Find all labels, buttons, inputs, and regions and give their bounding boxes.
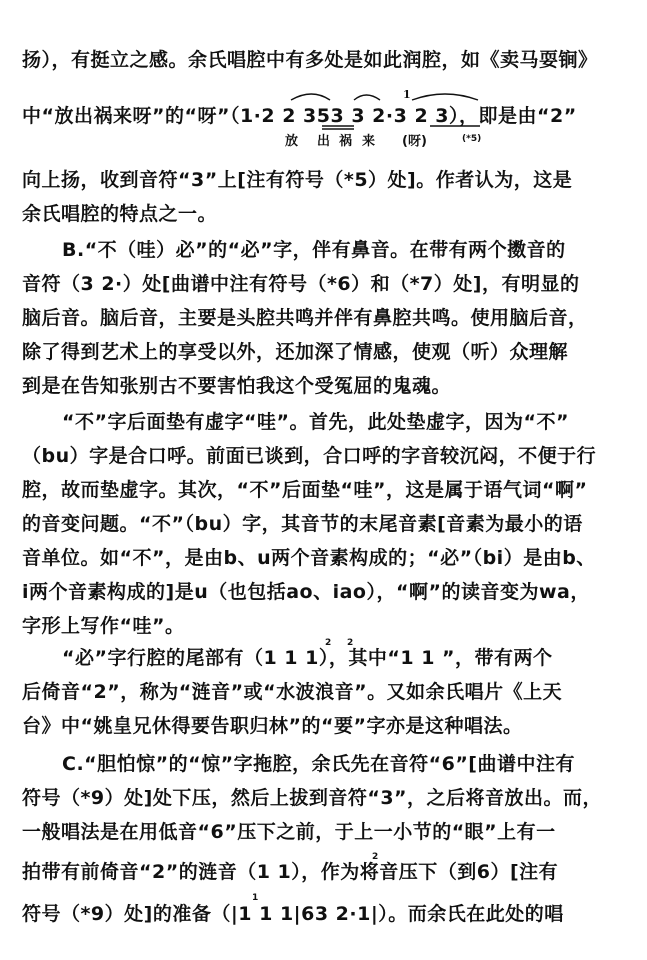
text-line: 音单位。如“不”，是由b、u两个音素构成的；“必”（bi）是由b、 bbox=[22, 547, 596, 569]
text-line: （bu）字是合口呼。前面已谈到，合口呼的字音较沉闷，不便于行 bbox=[22, 445, 597, 467]
lyric-syllable: 祸 bbox=[339, 134, 353, 149]
text-line: 的音变问题。“不”（bu）字，其音节的末尾音素[音素为最小的语 bbox=[22, 513, 583, 535]
grace-note: 2 bbox=[372, 852, 379, 862]
text-line: 后倚音“2”，称为“涟音”或“水波浪音”。又如余氏唱片《上天 bbox=[22, 681, 563, 703]
text-line: 中“放出祸来呀”的“呀”（1·2 2 353 3 2·3 2 3），即是由“2” bbox=[22, 105, 577, 127]
text-line: i两个音素构成的]是u（也包括ao、iao），“啊”的读音变为wa， bbox=[22, 581, 590, 603]
lyric-syllable: (呀) bbox=[402, 134, 427, 149]
svg-text:1: 1 bbox=[403, 88, 411, 101]
text-line: 拍带有前倚音“2”的涟音（1 1），作为将音压下（到6）[注有 bbox=[22, 861, 559, 883]
text-line: 到是在告知张别古不要害怕我这个受冤屈的鬼魂。 bbox=[22, 375, 452, 397]
text-line: 腔，故而垫虚字。其次，“不”后面垫“哇”，这是属于语气词“啊” bbox=[22, 479, 588, 501]
notation-underlines bbox=[280, 124, 500, 132]
lyric-syllable: 出 bbox=[317, 134, 331, 149]
text-line: 音符（3 2·）处[曲谱中注有符号（*6）和（*7）处]，有明显的 bbox=[22, 273, 580, 295]
text-line: 字形上写作“哇”。 bbox=[22, 615, 185, 637]
grace-note: 1 bbox=[252, 893, 259, 903]
text-line: 脑后音。脑后音，主要是头腔共鸣并伴有鼻腔共鸣。使用脑后音， bbox=[22, 307, 588, 329]
grace-note: 2 bbox=[325, 638, 332, 648]
text-line: 余氏唱腔的特点之一。 bbox=[22, 203, 218, 225]
text-line: B.“不（哇）必”的“必”字，伴有鼻音。在带有两个擞音的 bbox=[62, 239, 566, 261]
text-line: 符号（*9）处]处下压，然后上拔到音符“3”，之后将音放出。而， bbox=[22, 787, 603, 809]
lyric-syllable: 放 bbox=[285, 134, 299, 149]
text-line: “必”字行腔的尾部有（1 1 1），其中“1 1 ”，带有两个 bbox=[62, 647, 553, 669]
text-line: 一般唱法是在用低音“6”压下之前，于上一小节的“眼”上有一 bbox=[22, 821, 556, 843]
text-line: 台》中“姚皇兄休得要告职归林”的“要”字亦是这种唱法。 bbox=[22, 715, 523, 737]
grace-note: 2 bbox=[347, 638, 354, 648]
text-line: “不”字后面垫有虚字“哇”。首先，此处垫虚字，因为“不” bbox=[62, 411, 569, 433]
text-line: 向上扬，收到音符“3”上[注有符号（*5）处]。作者认为，这是 bbox=[22, 169, 573, 191]
text-line: 符号（*9）处]的准备（|1 1 1|63 2·1|）。而余氏在此处的唱 bbox=[22, 903, 564, 925]
text-line: 除了得到艺术上的享受以外，还加深了情感，使观（听）众理解 bbox=[22, 341, 569, 363]
text-line: 扬），有挺立之感。余氏唱腔中有多处是如此润腔，如《卖马耍锏》 bbox=[22, 49, 598, 71]
lyric-syllable: 来 bbox=[362, 134, 376, 149]
text-line: C.“胆怕惊”的“惊”字拖腔，余氏先在音符“6”[曲谱中注有 bbox=[62, 753, 575, 775]
annotation-mark: (*5) bbox=[462, 134, 482, 144]
